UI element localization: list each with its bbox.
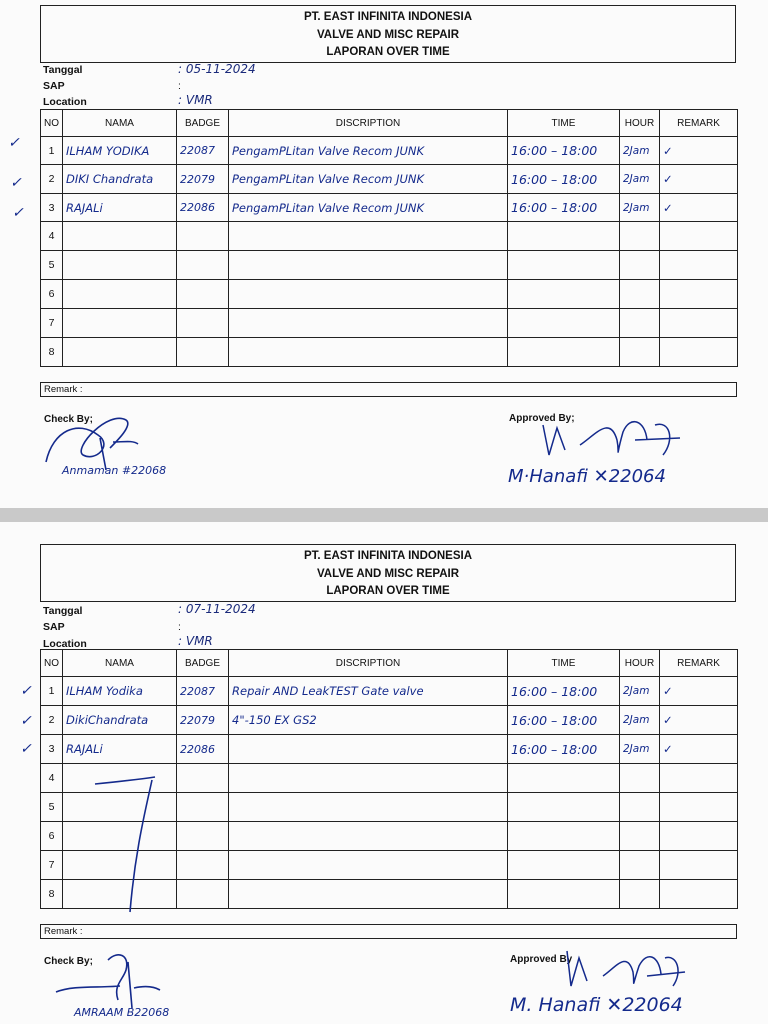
cell-nama: DikiChandrata: [63, 706, 177, 735]
col-header-description: DISCRIPTION: [229, 110, 508, 137]
table-row: [41, 137, 738, 165]
department-name: VALVE AND MISC REPAIR: [316, 28, 460, 41]
cell-time: 16:00 – 18:00: [508, 677, 620, 706]
checker-signature: [48, 940, 168, 1010]
overtime-report-sheet-2: [0, 522, 768, 1024]
cell-hour: [620, 851, 660, 880]
cell-description: [229, 880, 508, 909]
cell-time: [508, 280, 620, 309]
location-label: Location: [43, 638, 87, 650]
cell-hour: [620, 880, 660, 909]
cell-badge: [177, 880, 229, 909]
cell-no: 8: [41, 338, 63, 367]
overtime-table: [40, 109, 738, 367]
tanggal-label: Tanggal: [43, 605, 83, 617]
cell-description: [229, 251, 508, 280]
cell-nama: RAJALi: [63, 194, 177, 222]
table-row: [41, 251, 738, 280]
cell-remark: [660, 251, 738, 280]
cell-no: 8: [41, 880, 63, 909]
cell-hour: [620, 309, 660, 338]
cell-no: 4: [41, 222, 63, 251]
cell-remark: ✓: [660, 137, 738, 165]
cell-badge: 22079: [177, 165, 229, 194]
col-header-nama: NAMA: [63, 110, 177, 137]
overtime-report-sheet-1: [0, 0, 768, 508]
cell-no: 6: [41, 280, 63, 309]
table-row: [41, 165, 738, 194]
approved-by-label: Approved By: [510, 954, 573, 965]
report-header: [40, 5, 736, 63]
table-row: [41, 735, 738, 764]
cell-no: 2: [41, 706, 63, 735]
cell-time: [508, 222, 620, 251]
table-row: [41, 280, 738, 309]
cell-time: [508, 764, 620, 793]
sap-value: :: [178, 80, 181, 92]
cell-nama: RAJALi: [63, 735, 177, 764]
sap-label: SAP: [43, 80, 65, 92]
cell-nama: ILHAM YODIKA: [63, 137, 177, 165]
cell-hour: [620, 251, 660, 280]
cell-hour: 2Jam: [620, 735, 660, 764]
cell-hour: [620, 222, 660, 251]
cell-hour: [620, 822, 660, 851]
cell-hour: 2Jam: [620, 137, 660, 165]
cell-remark: [660, 822, 738, 851]
cell-no: 5: [41, 793, 63, 822]
company-name: PT. EAST INFINITA INDONESIA: [303, 11, 473, 23]
report-title: LAPORAN OVER TIME: [326, 46, 450, 58]
cell-nama: [63, 338, 177, 367]
cell-time: [508, 338, 620, 367]
cell-badge: [177, 251, 229, 280]
cell-time: 16:00 – 18:00: [508, 165, 620, 194]
cell-remark: [660, 222, 738, 251]
cell-remark: [660, 280, 738, 309]
cell-badge: 22087: [177, 137, 229, 165]
cell-no: 2: [41, 165, 63, 194]
cell-description: [229, 793, 508, 822]
cell-no: 7: [41, 309, 63, 338]
col-header-remark: REMARK: [660, 650, 738, 677]
cell-badge: 22086: [177, 735, 229, 764]
col-header-badge: BADGE: [177, 650, 229, 677]
cell-description: [229, 338, 508, 367]
cell-badge: [177, 309, 229, 338]
cell-badge: [177, 280, 229, 309]
table-row: [41, 222, 738, 251]
col-header-no: NO: [41, 650, 63, 677]
location-value: : VMR: [178, 634, 213, 648]
cell-badge: 22079: [177, 706, 229, 735]
margin-tick-icon: ✓: [20, 682, 32, 698]
cell-remark: [660, 793, 738, 822]
col-header-time: TIME: [508, 650, 620, 677]
cell-no: 5: [41, 251, 63, 280]
cell-time: 16:00 – 18:00: [508, 137, 620, 165]
col-header-hour: HOUR: [620, 650, 660, 677]
remark-bar: Remark :: [40, 924, 737, 939]
approver-signature-text: M. Hanafi ✕22064: [510, 994, 683, 1016]
cell-badge: 22087: [177, 677, 229, 706]
cell-badge: [177, 222, 229, 251]
cell-description: Repair AND LeakTEST Gate valve: [229, 677, 508, 706]
cell-hour: [620, 764, 660, 793]
cell-remark: [660, 309, 738, 338]
cell-time: 16:00 – 18:00: [508, 706, 620, 735]
cell-description: PengamPLitan Valve Recom JUNK: [229, 194, 508, 222]
margin-tick-icon: ✓: [20, 712, 32, 728]
cell-description: 4"-150 EX GS2: [229, 706, 508, 735]
col-header-description: DISCRIPTION: [229, 650, 508, 677]
cell-remark: ✓: [660, 735, 738, 764]
cell-time: [508, 793, 620, 822]
location-label: Location: [43, 96, 87, 108]
check-by-label: Check By;: [44, 956, 93, 967]
cell-description: PengamPLitan Valve Recom JUNK: [229, 165, 508, 194]
cell-time: 16:00 – 18:00: [508, 194, 620, 222]
cell-badge: [177, 764, 229, 793]
cell-description: [229, 764, 508, 793]
tanggal-label: Tanggal: [43, 64, 83, 76]
cell-description: [229, 280, 508, 309]
cell-remark: ✓: [660, 194, 738, 222]
sap-label: SAP: [43, 621, 65, 633]
table-row: [41, 338, 738, 367]
cell-hour: 2Jam: [620, 165, 660, 194]
col-header-time: TIME: [508, 110, 620, 137]
margin-tick-icon: ✓: [20, 740, 32, 756]
col-header-remark: REMARK: [660, 110, 738, 137]
cell-hour: 2Jam: [620, 677, 660, 706]
company-name: PT. EAST INFINITA INDONESIA: [303, 550, 473, 562]
location-value: : VMR: [178, 93, 213, 107]
pen-stroke-mark: [90, 772, 170, 922]
cell-time: [508, 822, 620, 851]
table-header-row: [41, 650, 738, 677]
cell-description: PengamPLitan Valve Recom JUNK: [229, 137, 508, 165]
checker-signature-text: Anmaman #22068: [62, 464, 167, 477]
cell-no: 3: [41, 735, 63, 764]
cell-no: 1: [41, 137, 63, 165]
cell-no: 3: [41, 194, 63, 222]
cell-no: 4: [41, 764, 63, 793]
cell-hour: 2Jam: [620, 194, 660, 222]
approver-signature: [555, 946, 695, 1001]
table-row: [41, 194, 738, 222]
approver-signature-text: M·Hanafi ✕22064: [508, 466, 666, 487]
cell-description: [229, 822, 508, 851]
cell-remark: ✓: [660, 677, 738, 706]
margin-tick-icon: ✓: [12, 204, 24, 220]
cell-badge: [177, 793, 229, 822]
cell-badge: 22086: [177, 194, 229, 222]
cell-description: [229, 309, 508, 338]
approved-by-label: Approved By;: [509, 413, 575, 424]
cell-nama: [63, 309, 177, 338]
cell-remark: ✓: [660, 706, 738, 735]
cell-remark: [660, 880, 738, 909]
tanggal-value: : 05-11-2024: [178, 62, 256, 76]
cell-nama: [63, 280, 177, 309]
cell-badge: [177, 338, 229, 367]
cell-no: 6: [41, 822, 63, 851]
cell-hour: 2Jam: [620, 706, 660, 735]
cell-nama: DIKI Chandrata: [63, 165, 177, 194]
col-header-no: NO: [41, 110, 63, 137]
cell-hour: [620, 280, 660, 309]
sap-value: :: [178, 621, 181, 633]
table-row: [41, 309, 738, 338]
col-header-nama: NAMA: [63, 650, 177, 677]
cell-remark: [660, 338, 738, 367]
table-header-row: [41, 110, 738, 137]
cell-nama: [63, 222, 177, 251]
cell-no: 7: [41, 851, 63, 880]
checker-signature-text: AMRAAM B22068: [74, 1006, 170, 1019]
cell-remark: [660, 851, 738, 880]
col-header-hour: HOUR: [620, 110, 660, 137]
cell-description: [229, 735, 508, 764]
cell-time: [508, 309, 620, 338]
cell-badge: [177, 851, 229, 880]
cell-remark: [660, 764, 738, 793]
report-header: [40, 544, 736, 602]
cell-description: [229, 222, 508, 251]
cell-no: 1: [41, 677, 63, 706]
cell-badge: [177, 822, 229, 851]
cell-time: [508, 851, 620, 880]
check-by-label: Check By;: [44, 414, 93, 425]
cell-description: [229, 851, 508, 880]
report-title: LAPORAN OVER TIME: [326, 585, 450, 597]
table-body: [41, 137, 738, 367]
cell-time: [508, 251, 620, 280]
cell-remark: ✓: [660, 165, 738, 194]
margin-tick-icon: ✓: [8, 134, 20, 150]
cell-hour: [620, 338, 660, 367]
margin-tick-icon: ✓: [10, 174, 22, 190]
table-row: [41, 677, 738, 706]
cell-hour: [620, 793, 660, 822]
cell-nama: ILHAM Yodika: [63, 677, 177, 706]
col-header-badge: BADGE: [177, 110, 229, 137]
cell-nama: [63, 251, 177, 280]
department-name: VALVE AND MISC REPAIR: [316, 567, 460, 580]
cell-time: [508, 880, 620, 909]
remark-bar: Remark :: [40, 382, 737, 397]
tanggal-value: : 07-11-2024: [178, 602, 256, 616]
table-row: [41, 706, 738, 735]
cell-time: 16:00 – 18:00: [508, 735, 620, 764]
